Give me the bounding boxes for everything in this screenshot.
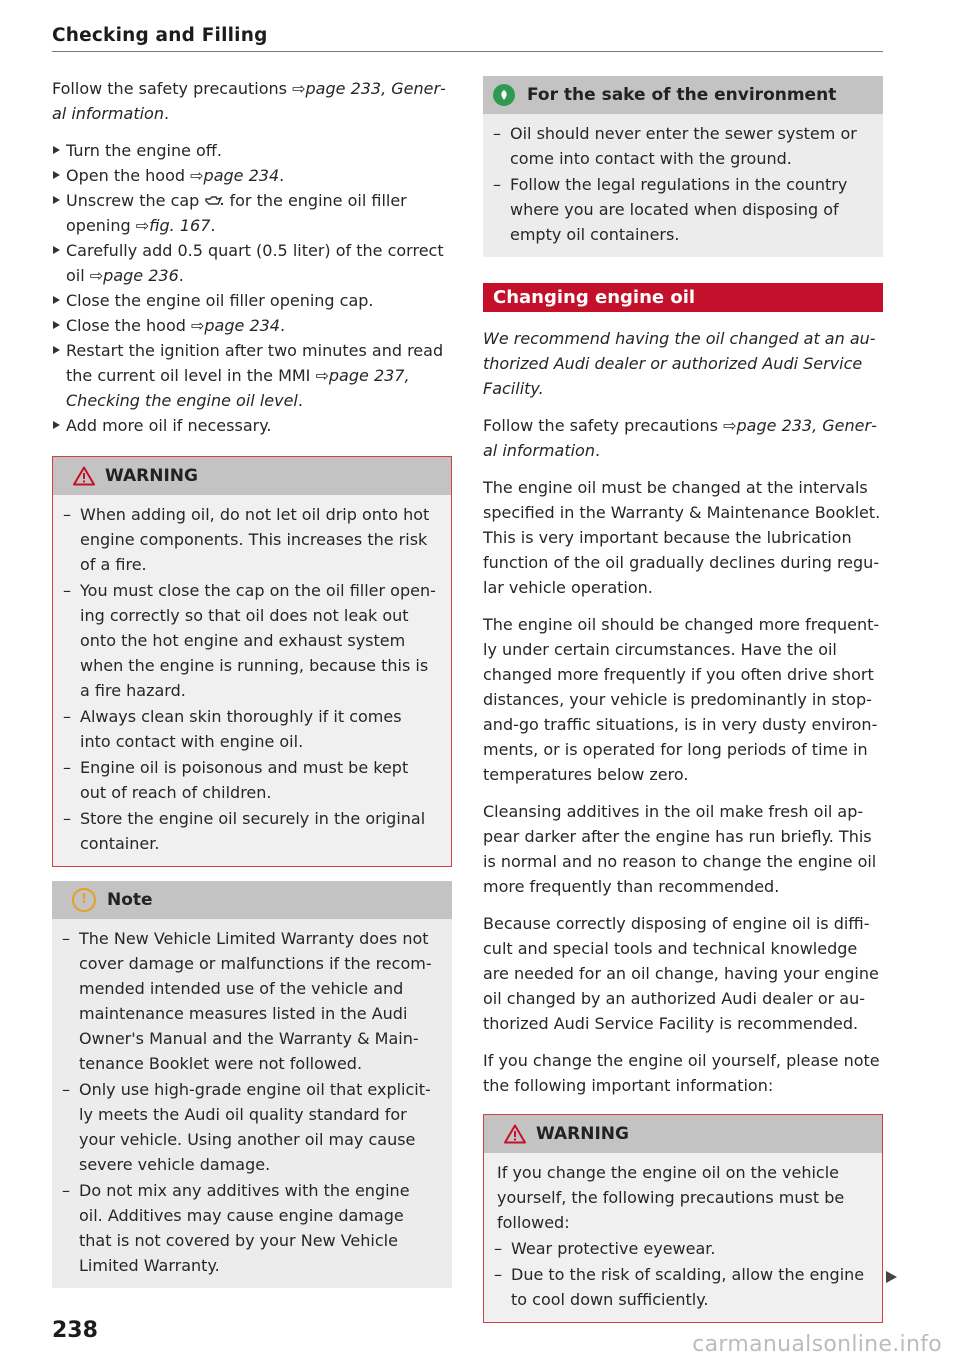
list-item: – Oil should never enter the sewer system or come into contact with the ground. <box>483 121 869 171</box>
reference-link[interactable]: page 237, Checking the engine oil level <box>66 366 410 410</box>
step-item: Add more oil if necessary. <box>52 413 452 438</box>
body-paragraph: Cleansing additives in the oil make fresh oil appear darker after the engine has run briefly. This is normal and no reason to change the engine oil more frequently than recommended. <box>483 802 877 896</box>
step-item: Unscrew the cap for the engine oil filler opening ⇨fig. 167. <box>52 188 452 238</box>
reference-arrow-icon: ⇨ <box>89 266 104 285</box>
note-body <box>52 919 452 1288</box>
header-divider <box>52 51 883 52</box>
reference-link[interactable]: page 233, General information <box>52 79 446 123</box>
reference-link[interactable]: page 236 <box>103 266 179 285</box>
environment-body <box>483 114 883 257</box>
warning-header <box>53 457 451 495</box>
body-paragraph: If you change the engine oil yourself, please note the following important information: <box>483 1051 880 1095</box>
right-column <box>483 76 883 1337</box>
reference-arrow-icon: ⇨ <box>723 416 737 435</box>
watermark: carmanualsonline.info <box>692 1332 942 1357</box>
list-item: – Follow the legal regulations in the country where you are located when disposing of empty oil containers. <box>483 172 869 247</box>
body-paragraph: The engine oil should be changed more frequently under certain circumstances. Have the oil changed more frequently if you often drive short distances, your vehicle is predominantly in stop-and-go traffic situations, is in very dusty environments, or is operated for long periods of time in temperatures below zero. <box>483 615 880 784</box>
step-item: Restart the ignition after two minutes and read the current oil level in the MMI ⇨page 237, Checking the engine oil level. <box>52 338 452 413</box>
body-paragraph: Because correctly disposing of engine oil is difficult and special tools and technical knowledge are needed for an oil change, having your engine oil changed by an authorized Audi dealer or authorized Audi Service Facility is recommended. <box>483 914 879 1033</box>
reference-arrow-icon: ⇨ <box>315 366 329 385</box>
step-item: Close the hood ⇨page 234. <box>52 313 452 338</box>
environment-header <box>483 76 883 114</box>
list-item: – Due to the risk of scalding, allow the engine to cool down sufficiently. <box>484 1262 868 1312</box>
list-item: – When adding oil, do not let oil drip onto hot engine components. This increases the risk of a fire. <box>53 502 437 577</box>
reference-arrow-icon: ⇨ <box>292 79 306 98</box>
section-heading: Changing engine oil <box>483 283 883 312</box>
reference-link[interactable]: page 234 <box>204 316 280 335</box>
note-box <box>52 881 452 1288</box>
reference-arrow-icon: ⇨ <box>190 316 205 335</box>
reference-link[interactable]: page 234 <box>203 166 280 185</box>
exclamation-circle-icon: ! <box>72 888 96 912</box>
warning-body <box>53 495 451 866</box>
reference-arrow-icon: ⇨ <box>190 166 204 185</box>
note-title: Note <box>107 889 153 910</box>
safety-precautions-paragraph: Follow the safety precautions ⇨page 233, General information. <box>52 79 446 123</box>
warning-intro: If you change the engine oil on the vehicle yourself, the following precautions must be followed: <box>497 1163 845 1232</box>
procedure-steps <box>52 138 452 438</box>
environment-title: For the sake of the environment <box>527 84 837 105</box>
warning-title: WARNING <box>536 1123 629 1144</box>
step-item: Turn the engine off. <box>52 138 452 163</box>
step-item: Close the engine oil filler opening cap. <box>52 288 452 313</box>
step-item: Carefully add 0.5 quart (0.5 liter) of the correct oil ⇨page 236. <box>52 238 452 288</box>
list-item: – Store the engine oil securely in the original container. <box>53 806 437 856</box>
note-header <box>52 881 452 919</box>
list-item: – Only use high-grade engine oil that explicitly meets the Audi oil quality standard for your vehicle. Using another oil may cause severe vehicle damage. <box>52 1077 438 1177</box>
section-intro: We recommend having the oil changed at an authorized Audi dealer or authorized Audi Service Facility. <box>483 329 876 398</box>
list-item: – Engine oil is poisonous and must be kept out of reach of children. <box>53 755 437 805</box>
safety-precautions-paragraph: Follow the safety precautions ⇨page 233, General information. <box>483 416 877 460</box>
body-paragraph: The engine oil must be changed at the intervals specified in the Warranty & Maintenance Booklet. This is very important because the lubrication function of the oil gradually declines during regular vehicle operation. <box>483 478 881 597</box>
environment-box <box>483 76 883 257</box>
warning-title: WARNING <box>105 465 198 486</box>
warning-box <box>483 1114 883 1323</box>
list-item: – Wear protective eyewear. <box>484 1236 868 1261</box>
reference-link[interactable]: page 233, General information <box>483 416 877 460</box>
list-item: – You must close the cap on the oil filler opening correctly so that oil does not leak out onto the hot engine and exhaust system when the engine is running, because this is a fire hazard. <box>53 578 437 703</box>
reference-arrow-icon: ⇨ <box>135 216 150 235</box>
reference-link[interactable]: fig. 167 <box>149 216 211 235</box>
list-item: – Always clean skin thoroughly if it comes into contact with engine oil. <box>53 704 437 754</box>
left-column <box>52 76 452 1302</box>
list-item: – The New Vehicle Limited Warranty does not cover damage or malfunctions if the recommended intended use of the vehicle and maintenance measures listed in the Audi Owner's Manual and the Warranty & Maintenance Booklet were not followed. <box>52 926 438 1076</box>
warning-header <box>484 1115 882 1153</box>
warning-box <box>52 456 452 867</box>
page-number: 238 <box>52 1318 98 1343</box>
step-item: Open the hood ⇨page 234. <box>52 163 452 188</box>
warning-body <box>484 1153 882 1322</box>
page-title: Checking and Filling <box>52 25 268 46</box>
continued-arrow-icon <box>886 1271 897 1283</box>
warning-triangle-icon <box>504 1124 526 1144</box>
list-item: – Do not mix any additives with the engine oil. Additives may cause engine damage that is not covered by your New Vehicle Limited Warranty. <box>52 1178 438 1278</box>
oil-can-icon <box>204 195 224 207</box>
environment-leaf-icon <box>493 84 515 106</box>
warning-triangle-icon <box>73 466 95 486</box>
